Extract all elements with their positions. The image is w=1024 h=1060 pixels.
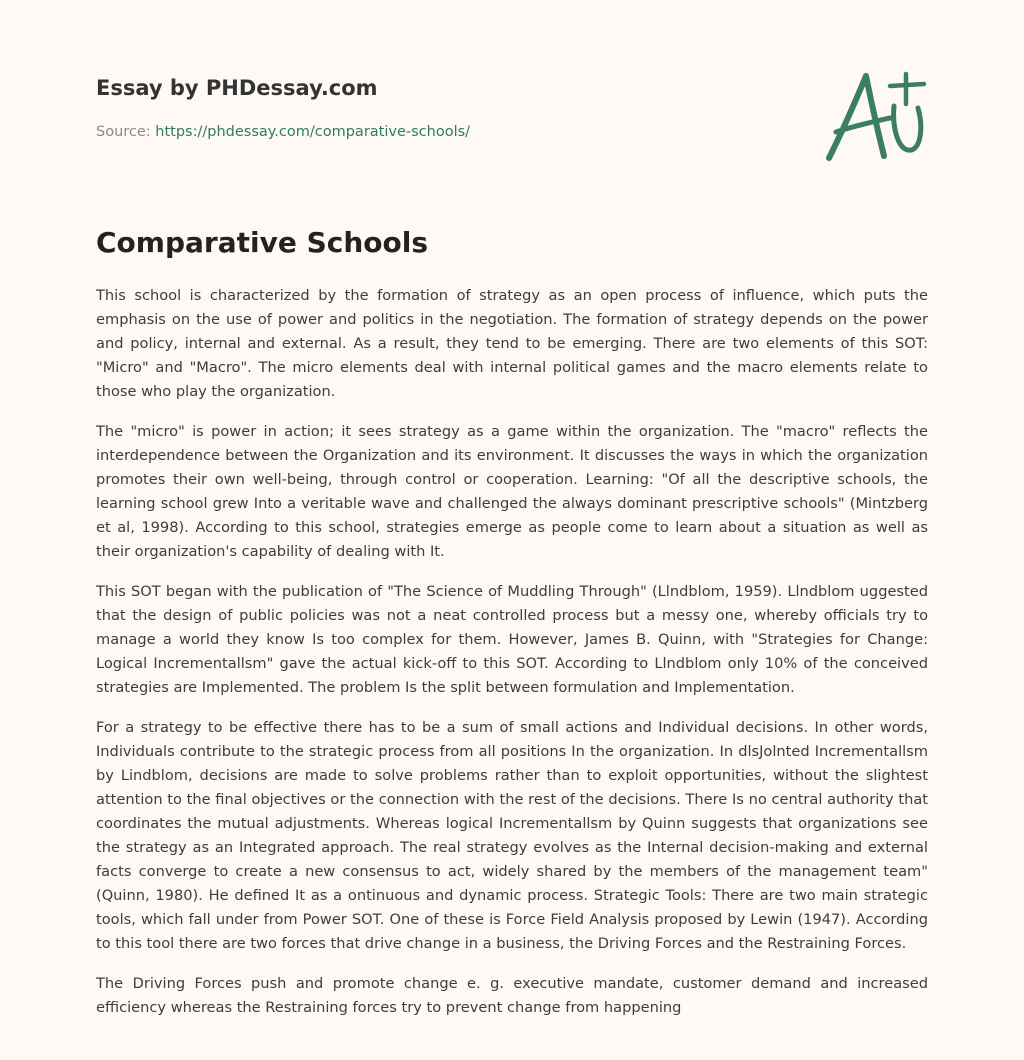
paragraph-4: For a strategy to be effective there has to be a sum of small actions and Individual decisions. In other words, Individuals contribute to the strategic process from all positions In the organization. In dlsJolnted Incrementallsm by Lindblom, decisions are made to solve problems rather than to exploit opportunities, without the slightest attention to the final objectives or the connection with the rest of the decisions. There Is no central authority that coordinates the mutual adjustments. Whereas logical Incrementallsm by Quinn suggests that organizations see the strategy as an Integrated approach. The real strategy evolves as the Internal decision-making and external facts converge to create a new consensus to act, widely shared by the members of the management team" (Quinn, 1980). He defined It as a ontinuous and dynamic process. Strategic Tools: There are two main strategic tools, which fall under from Power SOT. One of these is Force Field Analysis proposed by Lewin (1947). According to this tool there are two forces that drive change in a business, the Driving Forces and the Restraining Forces. <box>96 719 928 952</box>
source-link[interactable]: https://phdessay.com/comparative-schools/ <box>155 124 471 140</box>
essay-body <box>96 284 928 1036</box>
paragraph-3: This SOT began with the publication of "The Science of Muddling Through" (Llndblom, 1959). Llndblom uggested that the design of public policies was not a neat controlled process but a messy one, whereby officials try to manage a world they know Is too complex for them. However, James B. Quinn, with "Strategies for Change: Logical Incrementallsm" gave the actual kick-off to this SOT. According to Llndblom only 10% of the conceived strategies are Implemented. The problem Is the split between formulation and Implementation. <box>96 583 928 696</box>
a-plus-logo-icon <box>824 66 928 166</box>
header <box>96 0 928 180</box>
paragraph-1: This school is characterized by the formation of strategy as an open process of influence, which puts the emphasis on the use of power and politics in the negotiation. The formation of strategy depends on the power and policy, internal and external. As a result, they tend to be emerging. There are two elements of this SOT: "Micro" and "Macro". The micro elements deal with internal political games and the macro elements relate to those who play the organization. <box>96 287 928 400</box>
site-title: Essay by PHDessay.com <box>96 76 378 100</box>
paragraph-2: The "micro" is power in action; it sees strategy as a game within the organization. The "macro" reflects the interdependence between the Organization and its environment. It discusses the ways in which the organization promotes their own well-being, through control or cooperation. Learning: "Of all the descriptive schools, the learning school grew Into a veritable wave and challenged the always dominant prescriptive schools" (Mintzberg et al, 1998). According to this school, strategies emerge as people come to learn about a situation as well as their organization's capability of dealing with It. <box>96 423 928 560</box>
source-label: Source: <box>96 124 156 140</box>
source-line <box>96 124 470 140</box>
paragraph-5: The Driving Forces push and promote change e. g. executive mandate, customer demand and increased efficiency whereas the Restraining forces try to prevent change from happening <box>96 975 928 1016</box>
essay-title: Comparative Schools <box>96 226 429 259</box>
essay-page <box>96 0 928 1016</box>
